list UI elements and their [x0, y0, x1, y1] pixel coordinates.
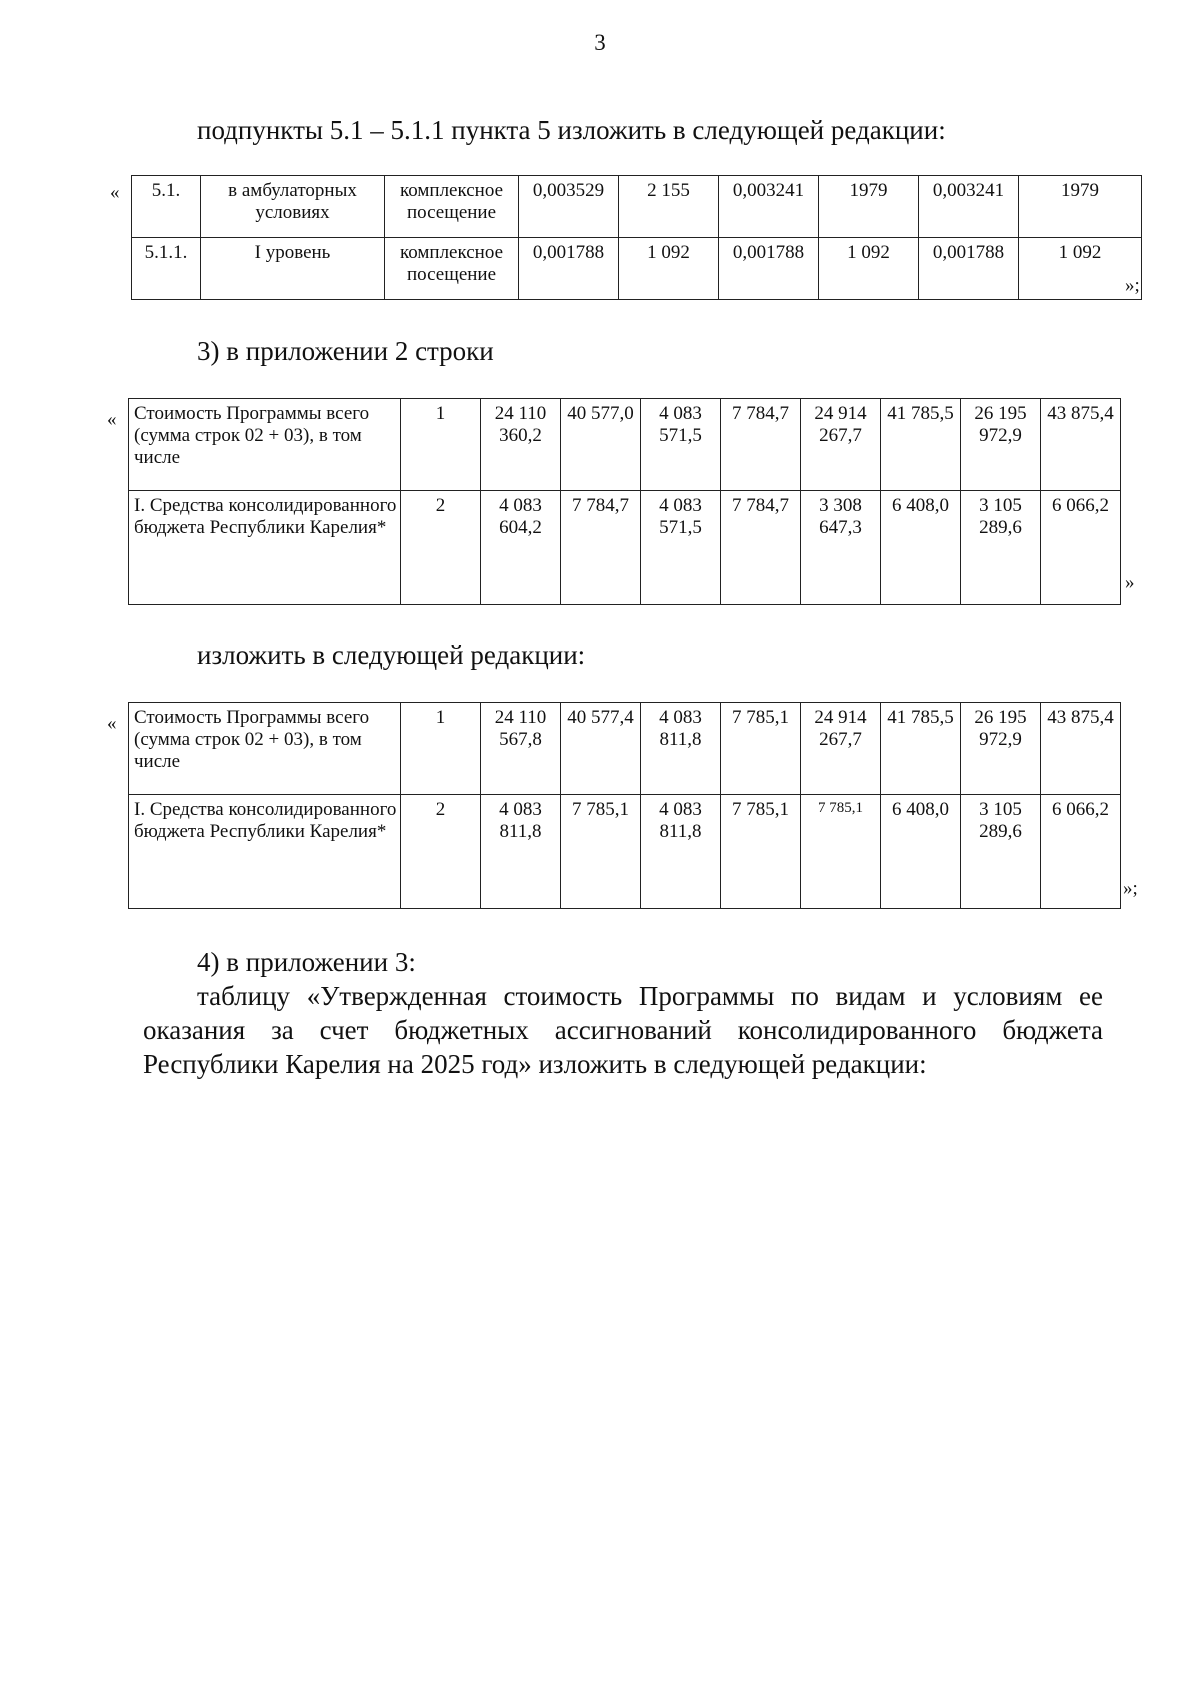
cell: 1979 [1019, 176, 1142, 238]
cell: Стоимость Программы всего (сумма строк 02 + 03), в том числе [129, 399, 401, 491]
cell: 43 875,4 [1041, 399, 1121, 491]
cell: 41 785,5 [881, 399, 961, 491]
cell: 4 083 811,8 [641, 703, 721, 795]
close-quote: »; [1123, 878, 1138, 899]
paragraph-new-edition: изложить в следующей редакции: [197, 640, 586, 670]
cell: комплексное посещение [385, 238, 519, 300]
paragraph-appendix-2: 3) в приложении 2 строки [197, 336, 494, 366]
cell: 3 105 289,6 [961, 491, 1041, 605]
table-appendix-2-new [128, 702, 1121, 909]
cell: 1 092 [619, 238, 719, 300]
cell: 41 785,5 [881, 703, 961, 795]
cell: I уровень [201, 238, 385, 300]
cell: 3 105 289,6 [961, 795, 1041, 909]
cell: 6 066,2 [1041, 491, 1121, 605]
cell: 5.1.1. [132, 238, 201, 300]
cell: 43 875,4 [1041, 703, 1121, 795]
cell: 4 083 604,2 [481, 491, 561, 605]
cell: 7 784,7 [561, 491, 641, 605]
cell: 0,003241 [919, 176, 1019, 238]
cell: 0,001788 [719, 238, 819, 300]
cell: 24 110 360,2 [481, 399, 561, 491]
table-row [129, 491, 1121, 605]
cell: 3 308 647,3 [801, 491, 881, 605]
cell: 1979 [819, 176, 919, 238]
table-appendix-2-old [128, 398, 1121, 605]
table-items-5-1 [131, 175, 1142, 300]
close-quote: » [1125, 572, 1135, 593]
cell: 26 195 972,9 [961, 703, 1041, 795]
cell: 7 785,1 [801, 795, 881, 909]
cell: I. Средства консолидированного бюджета Республики Карелия* [129, 491, 401, 605]
cell: 24 914 267,7 [801, 399, 881, 491]
close-quote: »; [1125, 275, 1140, 296]
cell: в амбулаторных условиях [201, 176, 385, 238]
cell: 6 408,0 [881, 795, 961, 909]
table-row [132, 238, 1142, 300]
cell: 0,003241 [719, 176, 819, 238]
cell: 7 784,7 [721, 399, 801, 491]
cell: 4 083 571,5 [641, 399, 721, 491]
cell: 6 408,0 [881, 491, 961, 605]
cell: 26 195 972,9 [961, 399, 1041, 491]
cell: 1 092 [1019, 238, 1142, 300]
page-number: 3 [594, 30, 606, 55]
paragraph-appendix-3-text: таблицу «Утвержденная стоимость Программы по видам и условиям ее оказания за счет бюджетных ассигнований консолидированного бюджета Республики Карелия на 2025 год» изложить в следующей редакции: [143, 981, 1103, 1079]
cell: 7 784,7 [721, 491, 801, 605]
cell: 4 083 571,5 [641, 491, 721, 605]
open-quote: « [107, 409, 117, 430]
cell: 4 083 811,8 [641, 795, 721, 909]
cell: 2 155 [619, 176, 719, 238]
cell: 1 092 [819, 238, 919, 300]
cell: 7 785,1 [721, 795, 801, 909]
cell: 2 [401, 491, 481, 605]
cell: Стоимость Программы всего (сумма строк 02 + 03), в том числе [129, 703, 401, 795]
cell: 0,003529 [519, 176, 619, 238]
cell: I. Средства консолидированного бюджета Республики Карелия* [129, 795, 401, 909]
cell: 40 577,0 [561, 399, 641, 491]
cell: 40 577,4 [561, 703, 641, 795]
open-quote: « [110, 182, 120, 203]
paragraph-intro-5-1: подпункты 5.1 – 5.1.1 пункта 5 изложить в следующей редакции: [197, 115, 946, 145]
cell: комплексное посещение [385, 176, 519, 238]
cell: 4 083 811,8 [481, 795, 561, 909]
cell: 2 [401, 795, 481, 909]
cell: 6 066,2 [1041, 795, 1121, 909]
cell: 1 [401, 703, 481, 795]
cell: 1 [401, 399, 481, 491]
table-row [129, 795, 1121, 909]
cell: 24 914 267,7 [801, 703, 881, 795]
open-quote: « [107, 713, 117, 734]
cell: 0,001788 [919, 238, 1019, 300]
cell: 7 785,1 [721, 703, 801, 795]
paragraph-appendix-3: 4) в приложении 3: [197, 947, 416, 977]
cell: 7 785,1 [561, 795, 641, 909]
cell: 5.1. [132, 176, 201, 238]
cell: 24 110 567,8 [481, 703, 561, 795]
table-row [129, 399, 1121, 491]
table-row [129, 703, 1121, 795]
table-row [132, 176, 1142, 238]
cell: 0,001788 [519, 238, 619, 300]
